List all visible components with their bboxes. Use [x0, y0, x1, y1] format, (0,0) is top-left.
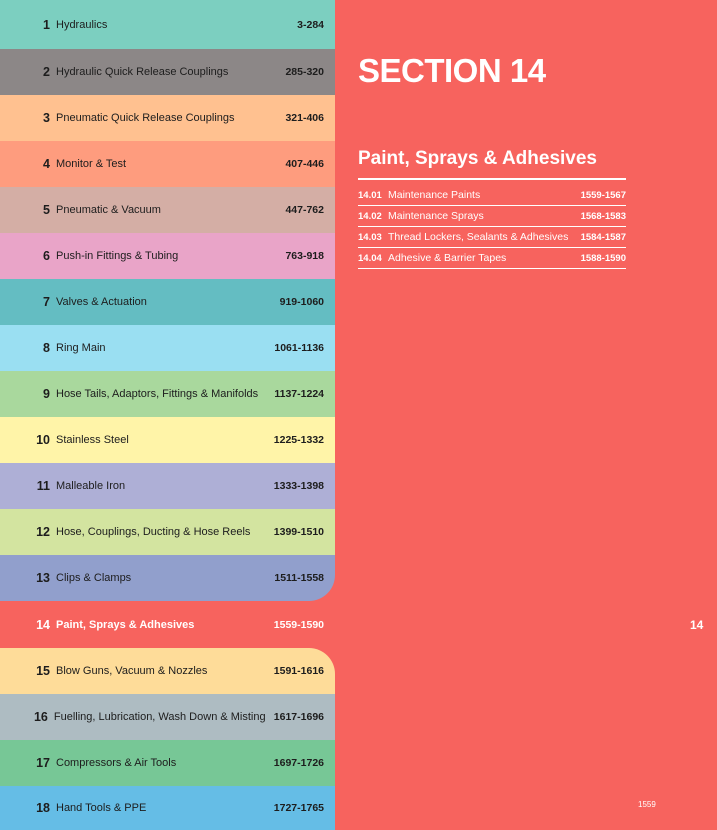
sidebar-item-section-7[interactable]: [0, 279, 335, 325]
sidebar-item-section-5[interactable]: [0, 187, 335, 233]
section-label: Pneumatic & Vacuum: [56, 204, 161, 216]
section-label: Monitor & Test: [56, 158, 127, 170]
sidebar-item-section-10[interactable]: [0, 417, 335, 463]
subsection-row[interactable]: [358, 227, 626, 248]
section-heading: Paint, Sprays & Adhesives: [358, 148, 598, 169]
subsection-row[interactable]: [358, 206, 626, 227]
sidebar-item-section-8[interactable]: [0, 325, 335, 371]
section-number: 10: [36, 433, 50, 447]
section-label: Hand Tools & PPE: [56, 802, 147, 814]
section-pages: 407-446: [285, 158, 324, 170]
sidebar-item-section-9[interactable]: [0, 371, 335, 417]
section-number: 14: [36, 618, 50, 632]
sidebar-item-section-4[interactable]: [0, 141, 335, 187]
section-pages: 1617-1696: [273, 711, 324, 723]
subsection-pages: 1559-1567: [580, 189, 626, 201]
section-pages: 3-284: [297, 18, 324, 31]
page-number: 1559: [638, 800, 656, 809]
section-label: Valves & Actuation: [56, 296, 147, 308]
section-label: Stainless Steel: [56, 434, 129, 446]
section-label: Push-in Fittings & Tubing: [56, 250, 179, 262]
sidebar-item-section-18[interactable]: [0, 786, 335, 830]
section-label: Hose, Couplings, Ducting & Hose Reels: [56, 526, 251, 538]
subsection-list: [358, 185, 626, 269]
subsection-pages: 1584-1587: [580, 231, 626, 243]
section-label: Hose Tails, Adaptors, Fittings & Manifolds: [56, 388, 259, 400]
section-number: 8: [43, 341, 50, 355]
section-pages: 763-918: [285, 250, 324, 262]
subsection-pages: 1588-1590: [580, 252, 626, 264]
section-number: 16: [33, 710, 48, 724]
sidebar-item-section-11[interactable]: [0, 463, 335, 509]
subsection-code: 14.01: [358, 189, 382, 201]
section-number: 15: [36, 664, 50, 678]
subsection-pages: 1568-1583: [580, 210, 626, 222]
subsection-code: 14.03: [358, 231, 382, 243]
subsection-title: Maintenance Paints: [388, 189, 481, 201]
section-index-sidebar: [0, 0, 335, 830]
section-title: SECTION 14: [358, 52, 546, 89]
section-number: 11: [36, 479, 50, 493]
section-number: 17: [36, 756, 50, 770]
section-number: 12: [36, 525, 50, 539]
section-pages: 1511-1558: [274, 572, 324, 584]
section-pages: 285-320: [285, 66, 324, 78]
subsection-code: 14.04: [358, 252, 382, 264]
section-label: Hydraulics: [56, 18, 108, 31]
section-label: Malleable Iron: [56, 480, 126, 492]
sidebar-item-section-1[interactable]: [0, 0, 335, 49]
subsection-row[interactable]: [358, 185, 626, 206]
subsection-title: Maintenance Sprays: [388, 210, 484, 222]
section-number: 13: [36, 571, 50, 585]
section-pages: 321-406: [285, 112, 324, 124]
section-label: Compressors & Air Tools: [56, 757, 177, 769]
section-label: Hydraulic Quick Release Couplings: [56, 66, 229, 78]
sidebar-item-section-17[interactable]: [0, 740, 335, 786]
section-label: Clips & Clamps: [56, 572, 132, 584]
section-pages: 1333-1398: [273, 480, 324, 492]
section-label: Pneumatic Quick Release Couplings: [56, 112, 235, 124]
section-pages: 1225-1332: [273, 434, 324, 446]
section-number: 7: [43, 295, 50, 309]
section-number: 4: [43, 157, 50, 171]
section-number: 2: [43, 65, 50, 79]
section-pages: 1399-1510: [273, 526, 324, 538]
section-pages: 919-1060: [279, 296, 324, 308]
sidebar-item-section-15[interactable]: [0, 648, 335, 694]
section-pages: 1697-1726: [273, 757, 324, 769]
section-number: 9: [43, 387, 50, 401]
section-number: 6: [43, 249, 50, 263]
section-pages: 1061-1136: [274, 342, 324, 354]
section-pages: 1137-1224: [274, 388, 324, 400]
subsection-code: 14.02: [358, 210, 382, 222]
sidebar-item-section-3[interactable]: [0, 95, 335, 141]
sidebar-item-section-13[interactable]: [0, 555, 335, 601]
heading-divider: [358, 178, 626, 180]
section-label: Paint, Sprays & Adhesives: [56, 619, 195, 631]
section-number: 1: [43, 17, 50, 32]
sidebar-item-section-14[interactable]: [0, 602, 335, 648]
section-number: 18: [36, 801, 50, 815]
section-label: Fuelling, Lubrication, Wash Down & Misting: [53, 711, 266, 723]
section-pages: 1727-1765: [273, 802, 324, 814]
section-pages: 447-762: [285, 204, 324, 216]
section-number: 5: [43, 203, 50, 217]
sidebar-item-section-2[interactable]: [0, 49, 335, 95]
sidebar-item-section-16[interactable]: [0, 694, 335, 740]
section-pages: 1591-1616: [273, 665, 324, 677]
subsection-title: Thread Lockers, Sealants & Adhesives: [388, 231, 569, 243]
sidebar-item-section-6[interactable]: [0, 233, 335, 279]
section-label: Ring Main: [56, 342, 106, 354]
subsection-row[interactable]: [358, 248, 626, 269]
sidebar-item-section-12[interactable]: [0, 509, 335, 555]
section-pages: 1559-1590: [273, 619, 324, 631]
section-number: 3: [43, 111, 50, 125]
subsection-title: Adhesive & Barrier Tapes: [388, 252, 507, 264]
section-label: Blow Guns, Vacuum & Nozzles: [56, 665, 208, 677]
section-side-tab[interactable]: 14: [690, 618, 704, 632]
